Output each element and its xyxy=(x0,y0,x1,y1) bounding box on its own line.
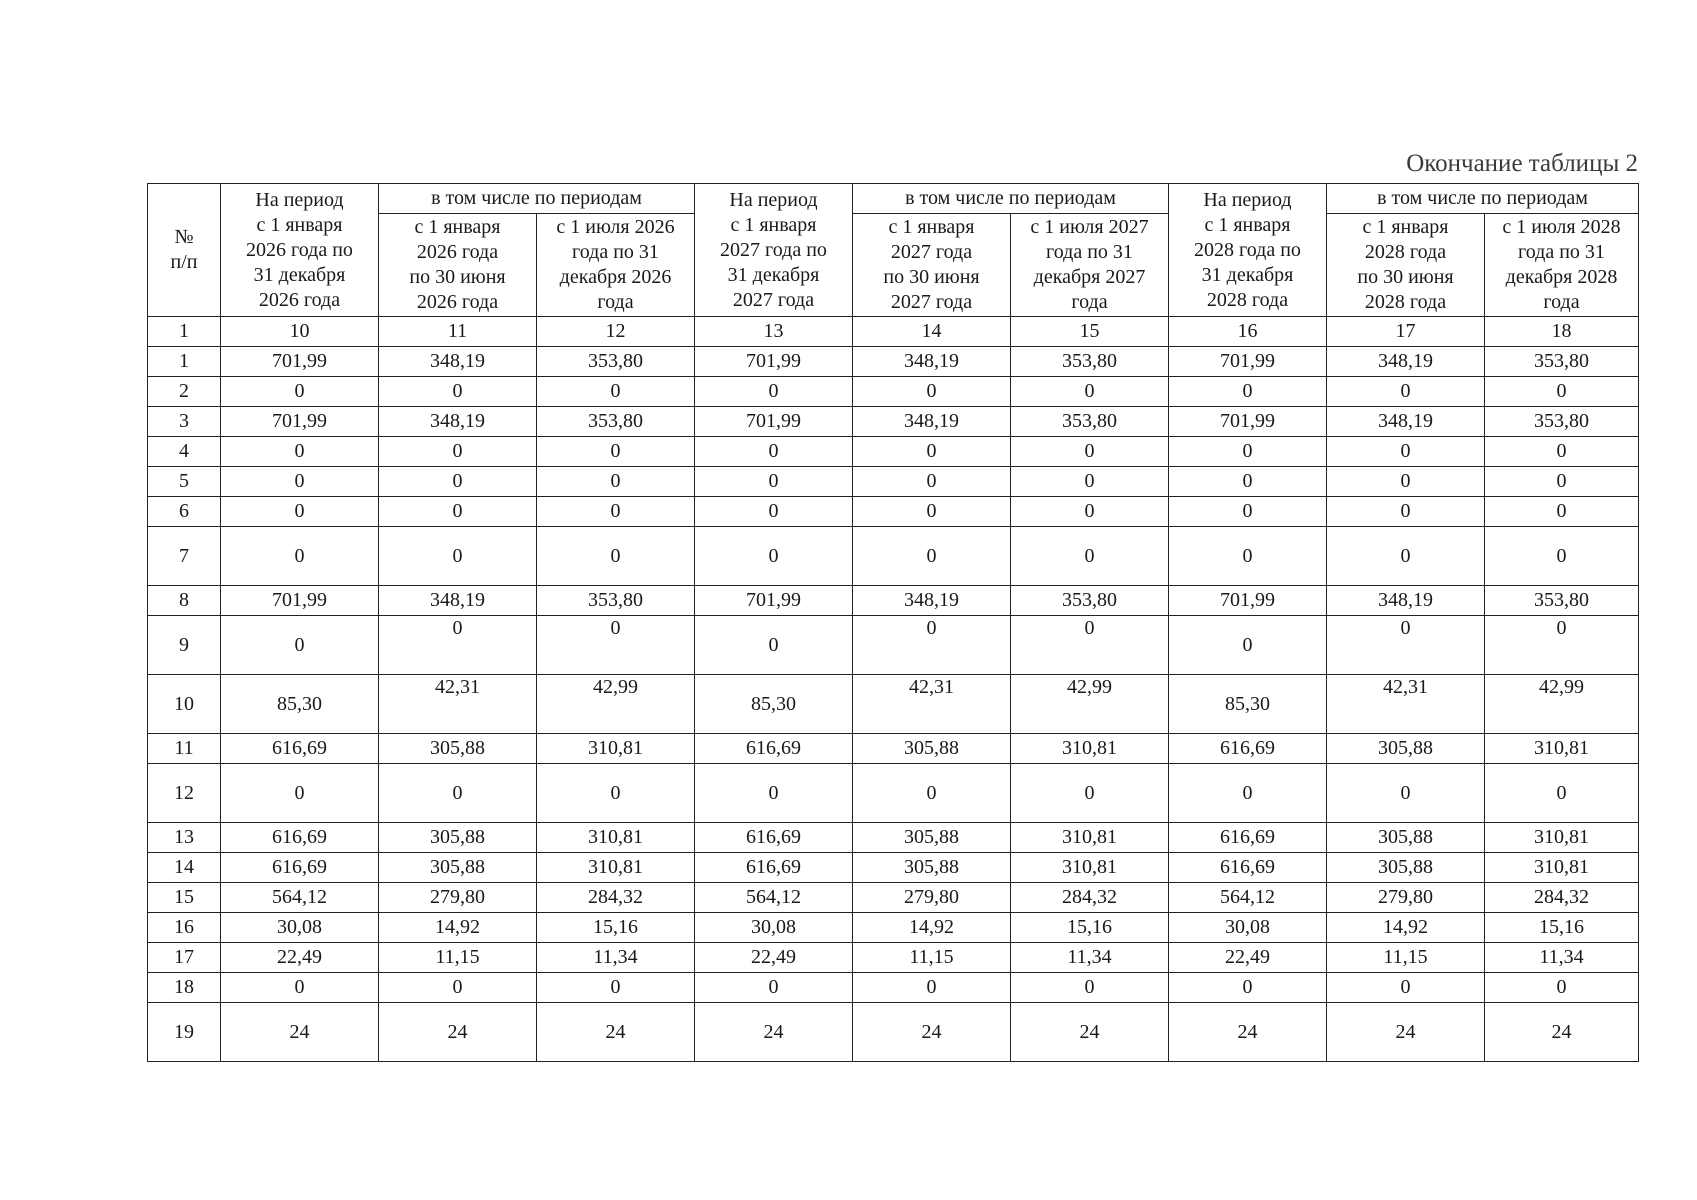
value-cell: 24 xyxy=(853,1003,1011,1062)
value-cell: 701,99 xyxy=(695,407,853,437)
table-row xyxy=(148,1003,1639,1062)
value-cell: 310,81 xyxy=(1485,734,1639,764)
table-row xyxy=(148,853,1639,883)
value-cell: 616,69 xyxy=(695,823,853,853)
value-cell: 310,81 xyxy=(1485,853,1639,883)
value-cell: 0 xyxy=(537,377,695,407)
value-cell: 0 xyxy=(1485,527,1639,586)
value-cell: 11,15 xyxy=(1327,943,1485,973)
value-cell: 0 xyxy=(379,616,537,675)
value-cell: 24 xyxy=(537,1003,695,1062)
column-number-cell: 11 xyxy=(379,317,537,347)
value-cell: 0 xyxy=(221,497,379,527)
value-cell: 353,80 xyxy=(1011,407,1169,437)
value-cell: 701,99 xyxy=(221,347,379,377)
value-cell: 30,08 xyxy=(695,913,853,943)
value-cell: 0 xyxy=(537,437,695,467)
value-cell: 0 xyxy=(853,764,1011,823)
value-cell: 0 xyxy=(1011,973,1169,1003)
value-cell: 85,30 xyxy=(695,675,853,734)
row-number-cell: 1 xyxy=(148,347,221,377)
row-number-cell: 17 xyxy=(148,943,221,973)
row-number-cell: 2 xyxy=(148,377,221,407)
column-number-cell: 14 xyxy=(853,317,1011,347)
table-row xyxy=(148,943,1639,973)
value-cell: 0 xyxy=(1169,437,1327,467)
value-cell: 616,69 xyxy=(695,734,853,764)
value-cell: 0 xyxy=(1011,527,1169,586)
header-h1-2026: с 1 января 2026 года по 30 июня 2026 года xyxy=(379,214,537,317)
table-row xyxy=(148,734,1639,764)
value-cell: 284,32 xyxy=(1011,883,1169,913)
value-cell: 42,99 xyxy=(1485,675,1639,734)
value-cell: 15,16 xyxy=(1011,913,1169,943)
value-cell: 0 xyxy=(1327,377,1485,407)
value-cell: 22,49 xyxy=(221,943,379,973)
value-cell: 348,19 xyxy=(853,347,1011,377)
value-cell: 14,92 xyxy=(853,913,1011,943)
value-cell: 348,19 xyxy=(853,586,1011,616)
value-cell: 701,99 xyxy=(1169,586,1327,616)
value-cell: 11,34 xyxy=(1485,943,1639,973)
table-row xyxy=(148,823,1639,853)
row-number-cell: 19 xyxy=(148,1003,221,1062)
value-cell: 348,19 xyxy=(1327,347,1485,377)
value-cell: 30,08 xyxy=(1169,913,1327,943)
value-cell: 0 xyxy=(379,467,537,497)
value-cell: 0 xyxy=(379,377,537,407)
value-cell: 701,99 xyxy=(695,347,853,377)
value-cell: 348,19 xyxy=(379,347,537,377)
value-cell: 0 xyxy=(221,616,379,675)
value-cell: 22,49 xyxy=(695,943,853,973)
value-cell: 24 xyxy=(1485,1003,1639,1062)
header-num: № п/п xyxy=(148,184,221,317)
value-cell: 0 xyxy=(853,467,1011,497)
value-cell: 15,16 xyxy=(537,913,695,943)
value-cell: 0 xyxy=(221,764,379,823)
value-cell: 24 xyxy=(221,1003,379,1062)
value-cell: 0 xyxy=(537,527,695,586)
value-cell: 0 xyxy=(695,764,853,823)
value-cell: 24 xyxy=(1327,1003,1485,1062)
value-cell: 701,99 xyxy=(221,586,379,616)
value-cell: 0 xyxy=(695,467,853,497)
table-row xyxy=(148,467,1639,497)
value-cell: 353,80 xyxy=(537,586,695,616)
value-cell: 0 xyxy=(1327,764,1485,823)
row-number-cell: 4 xyxy=(148,437,221,467)
column-number-cell: 12 xyxy=(537,317,695,347)
value-cell: 0 xyxy=(695,973,853,1003)
value-cell: 0 xyxy=(1327,527,1485,586)
row-number-cell: 8 xyxy=(148,586,221,616)
value-cell: 0 xyxy=(1169,467,1327,497)
table-row xyxy=(148,437,1639,467)
value-cell: 30,08 xyxy=(221,913,379,943)
row-number-cell: 18 xyxy=(148,973,221,1003)
row-number-cell: 15 xyxy=(148,883,221,913)
value-cell: 0 xyxy=(379,437,537,467)
value-cell: 0 xyxy=(537,467,695,497)
value-cell: 310,81 xyxy=(537,853,695,883)
value-cell: 0 xyxy=(695,616,853,675)
table-row xyxy=(148,377,1639,407)
value-cell: 24 xyxy=(695,1003,853,1062)
header-period-2028: На период с 1 января 2028 года по 31 декабря 2028 года xyxy=(1169,184,1327,317)
value-cell: 85,30 xyxy=(221,675,379,734)
table-caption: Окончание таблицы 2 xyxy=(1406,150,1638,177)
value-cell: 0 xyxy=(853,527,1011,586)
value-cell: 616,69 xyxy=(1169,853,1327,883)
value-cell: 0 xyxy=(1169,527,1327,586)
value-cell: 0 xyxy=(1485,616,1639,675)
value-cell: 0 xyxy=(1485,467,1639,497)
value-cell: 701,99 xyxy=(695,586,853,616)
value-cell: 0 xyxy=(1485,497,1639,527)
value-cell: 0 xyxy=(1011,497,1169,527)
value-cell: 0 xyxy=(1485,764,1639,823)
value-cell: 14,92 xyxy=(379,913,537,943)
value-cell: 305,88 xyxy=(379,823,537,853)
value-cell: 0 xyxy=(1327,467,1485,497)
value-cell: 616,69 xyxy=(221,853,379,883)
row-number-cell: 10 xyxy=(148,675,221,734)
value-cell: 0 xyxy=(379,497,537,527)
header-h2-2028: с 1 июля 2028 года по 31 декабря 2028 года xyxy=(1485,214,1639,317)
table-row xyxy=(148,973,1639,1003)
table-row xyxy=(148,675,1639,734)
table-row xyxy=(148,586,1639,616)
value-cell: 0 xyxy=(695,497,853,527)
value-cell: 310,81 xyxy=(1011,853,1169,883)
row-number-cell: 7 xyxy=(148,527,221,586)
value-cell: 0 xyxy=(379,973,537,1003)
value-cell: 0 xyxy=(1011,467,1169,497)
value-cell: 348,19 xyxy=(1327,407,1485,437)
value-cell: 11,15 xyxy=(853,943,1011,973)
column-number-cell: 17 xyxy=(1327,317,1485,347)
value-cell: 11,34 xyxy=(537,943,695,973)
value-cell: 616,69 xyxy=(1169,734,1327,764)
value-cell: 0 xyxy=(221,527,379,586)
value-cell: 42,99 xyxy=(537,675,695,734)
value-cell: 310,81 xyxy=(1011,823,1169,853)
value-cell: 305,88 xyxy=(853,734,1011,764)
value-cell: 0 xyxy=(221,973,379,1003)
column-number-cell: 13 xyxy=(695,317,853,347)
value-cell: 42,31 xyxy=(853,675,1011,734)
value-cell: 0 xyxy=(1327,616,1485,675)
value-cell: 701,99 xyxy=(221,407,379,437)
value-cell: 564,12 xyxy=(221,883,379,913)
row-number-cell: 12 xyxy=(148,764,221,823)
value-cell: 305,88 xyxy=(379,853,537,883)
value-cell: 0 xyxy=(695,377,853,407)
value-cell: 0 xyxy=(853,377,1011,407)
value-cell: 305,88 xyxy=(1327,823,1485,853)
value-cell: 0 xyxy=(1169,377,1327,407)
table-row xyxy=(148,497,1639,527)
value-cell: 0 xyxy=(853,973,1011,1003)
value-cell: 564,12 xyxy=(695,883,853,913)
value-cell: 0 xyxy=(1485,377,1639,407)
value-cell: 616,69 xyxy=(695,853,853,883)
value-cell: 701,99 xyxy=(1169,347,1327,377)
value-cell: 353,80 xyxy=(1485,347,1639,377)
value-cell: 24 xyxy=(1011,1003,1169,1062)
value-cell: 305,88 xyxy=(1327,734,1485,764)
value-cell: 279,80 xyxy=(379,883,537,913)
value-cell: 11,34 xyxy=(1011,943,1169,973)
value-cell: 284,32 xyxy=(1485,883,1639,913)
value-cell: 42,31 xyxy=(1327,675,1485,734)
value-cell: 284,32 xyxy=(537,883,695,913)
value-cell: 0 xyxy=(537,973,695,1003)
value-cell: 310,81 xyxy=(1485,823,1639,853)
value-cell: 0 xyxy=(221,437,379,467)
value-cell: 305,88 xyxy=(853,853,1011,883)
header-subgroup-2026: в том числе по периодам xyxy=(379,184,695,214)
value-cell: 0 xyxy=(1327,973,1485,1003)
value-cell: 0 xyxy=(695,527,853,586)
value-cell: 0 xyxy=(221,467,379,497)
value-cell: 348,19 xyxy=(1327,586,1485,616)
data-table xyxy=(147,183,1639,1062)
value-cell: 305,88 xyxy=(1327,853,1485,883)
column-number-cell: 16 xyxy=(1169,317,1327,347)
header-h2-2027: с 1 июля 2027 года по 31 декабря 2027 года xyxy=(1011,214,1169,317)
value-cell: 0 xyxy=(1169,616,1327,675)
value-cell: 0 xyxy=(379,764,537,823)
header-period-2027: На период с 1 января 2027 года по 31 декабря 2027 года xyxy=(695,184,853,317)
value-cell: 701,99 xyxy=(1169,407,1327,437)
table-row xyxy=(148,347,1639,377)
value-cell: 15,16 xyxy=(1485,913,1639,943)
value-cell: 279,80 xyxy=(853,883,1011,913)
value-cell: 42,99 xyxy=(1011,675,1169,734)
value-cell: 24 xyxy=(1169,1003,1327,1062)
row-number-cell: 11 xyxy=(148,734,221,764)
value-cell: 353,80 xyxy=(537,407,695,437)
row-number-cell: 14 xyxy=(148,853,221,883)
value-cell: 0 xyxy=(537,616,695,675)
row-number-cell: 5 xyxy=(148,467,221,497)
value-cell: 0 xyxy=(695,437,853,467)
value-cell: 310,81 xyxy=(537,734,695,764)
value-cell: 616,69 xyxy=(1169,823,1327,853)
value-cell: 353,80 xyxy=(537,347,695,377)
column-numbers-row xyxy=(148,317,1639,347)
value-cell: 24 xyxy=(379,1003,537,1062)
value-cell: 14,92 xyxy=(1327,913,1485,943)
table-row xyxy=(148,407,1639,437)
value-cell: 0 xyxy=(1485,437,1639,467)
value-cell: 0 xyxy=(221,377,379,407)
value-cell: 353,80 xyxy=(1485,407,1639,437)
value-cell: 85,30 xyxy=(1169,675,1327,734)
header-h2-2026: с 1 июля 2026 года по 31 декабря 2026 года xyxy=(537,214,695,317)
value-cell: 310,81 xyxy=(537,823,695,853)
value-cell: 11,15 xyxy=(379,943,537,973)
value-cell: 348,19 xyxy=(379,407,537,437)
value-cell: 0 xyxy=(537,764,695,823)
value-cell: 564,12 xyxy=(1169,883,1327,913)
column-number-cell: 18 xyxy=(1485,317,1639,347)
value-cell: 0 xyxy=(853,616,1011,675)
header-h1-2027: с 1 января 2027 года по 30 июня 2027 года xyxy=(853,214,1011,317)
header-h1-2028: с 1 января 2028 года по 30 июня 2028 года xyxy=(1327,214,1485,317)
value-cell: 0 xyxy=(1485,973,1639,1003)
row-number-cell: 6 xyxy=(148,497,221,527)
value-cell: 0 xyxy=(853,497,1011,527)
column-number-cell: 10 xyxy=(221,317,379,347)
value-cell: 0 xyxy=(1169,764,1327,823)
value-cell: 0 xyxy=(1169,973,1327,1003)
value-cell: 42,31 xyxy=(379,675,537,734)
value-cell: 0 xyxy=(379,527,537,586)
table-row xyxy=(148,913,1639,943)
table-row xyxy=(148,616,1639,675)
value-cell: 0 xyxy=(1327,437,1485,467)
column-number-cell: 1 xyxy=(148,317,221,347)
value-cell: 616,69 xyxy=(221,734,379,764)
value-cell: 279,80 xyxy=(1327,883,1485,913)
row-number-cell: 16 xyxy=(148,913,221,943)
value-cell: 0 xyxy=(1011,377,1169,407)
table-row xyxy=(148,764,1639,823)
value-cell: 0 xyxy=(853,437,1011,467)
value-cell: 348,19 xyxy=(853,407,1011,437)
value-cell: 353,80 xyxy=(1485,586,1639,616)
value-cell: 0 xyxy=(1327,497,1485,527)
header-period-2026: На период с 1 января 2026 года по 31 декабря 2026 года xyxy=(221,184,379,317)
value-cell: 305,88 xyxy=(853,823,1011,853)
value-cell: 616,69 xyxy=(221,823,379,853)
header-subgroup-2027: в том числе по периодам xyxy=(853,184,1169,214)
value-cell: 0 xyxy=(1011,616,1169,675)
row-number-cell: 3 xyxy=(148,407,221,437)
value-cell: 353,80 xyxy=(1011,347,1169,377)
value-cell: 0 xyxy=(1169,497,1327,527)
table-row xyxy=(148,883,1639,913)
value-cell: 353,80 xyxy=(1011,586,1169,616)
table-row xyxy=(148,527,1639,586)
value-cell: 305,88 xyxy=(379,734,537,764)
value-cell: 22,49 xyxy=(1169,943,1327,973)
value-cell: 0 xyxy=(1011,437,1169,467)
value-cell: 348,19 xyxy=(379,586,537,616)
column-number-cell: 15 xyxy=(1011,317,1169,347)
value-cell: 0 xyxy=(537,497,695,527)
value-cell: 0 xyxy=(1011,764,1169,823)
row-number-cell: 9 xyxy=(148,616,221,675)
row-number-cell: 13 xyxy=(148,823,221,853)
header-subgroup-2028: в том числе по периодам xyxy=(1327,184,1639,214)
value-cell: 310,81 xyxy=(1011,734,1169,764)
